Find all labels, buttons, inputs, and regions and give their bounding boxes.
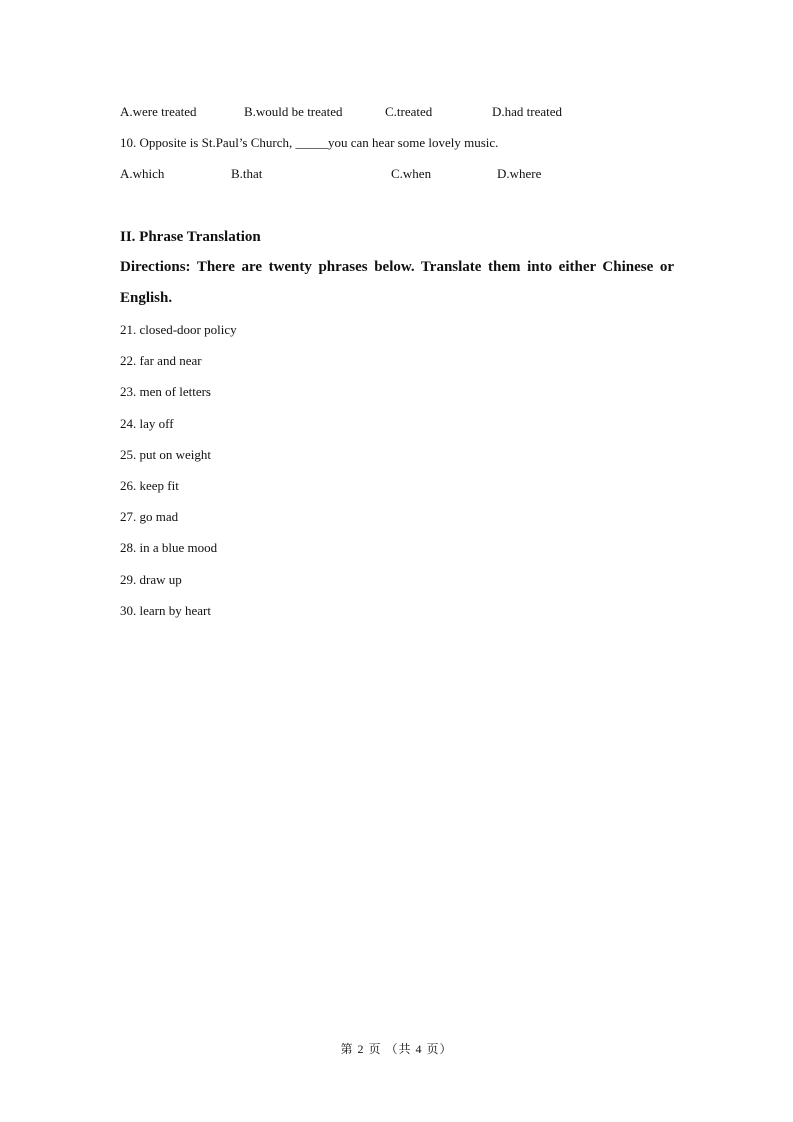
phrase-item: 27. go mad <box>120 509 179 524</box>
q10-option-b: B.that <box>231 166 263 181</box>
phrase-item: 21. closed-door policy <box>120 322 237 337</box>
phrase-item: 28. in a blue mood <box>120 540 218 555</box>
phrase-item: 26. keep fit <box>120 478 179 493</box>
phrase-item: 24. lay off <box>120 416 174 431</box>
q10-option-a: A.which <box>120 166 165 181</box>
phrase-item: 23. men of letters <box>120 384 211 399</box>
q9-option-c: C.treated <box>385 104 433 119</box>
q9-option-b: B.would be treated <box>244 104 343 119</box>
page-number-footer: 第 2 页 （共 4 页） <box>340 1042 453 1056</box>
q9-option-a: A.were treated <box>120 104 197 119</box>
section-heading: II. Phrase Translation <box>120 229 261 245</box>
q10-option-d: D.where <box>497 166 542 181</box>
phrase-item: 30. learn by heart <box>120 603 211 618</box>
section-directions: Directions: There are twenty phrases below. Translate them into either Chinese or English. <box>120 259 674 306</box>
phrase-item: 22. far and near <box>120 353 202 368</box>
q9-option-d: D.had treated <box>492 104 563 119</box>
q10-option-c: C.when <box>391 166 432 181</box>
phrase-item: 25. put on weight <box>120 447 211 462</box>
q10-stem: 10. Opposite is St.Paul’s Church, _____you can hear some lovely music. <box>120 135 499 150</box>
phrase-item: 29. draw up <box>120 572 182 587</box>
